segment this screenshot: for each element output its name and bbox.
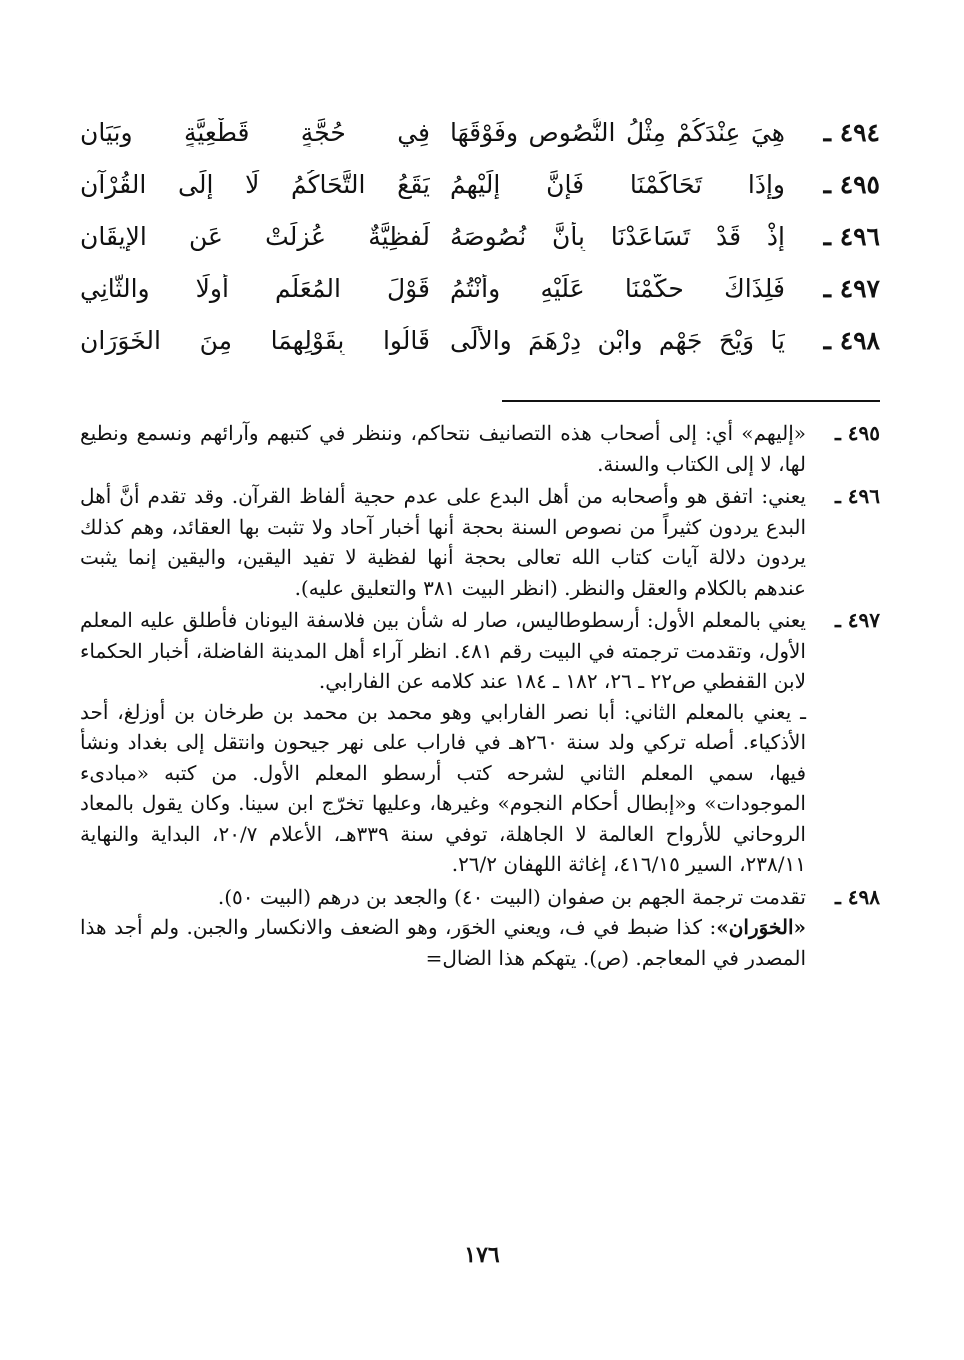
footnote-497 — [80, 605, 880, 880]
verse-497 — [80, 274, 880, 326]
footnote-separator — [502, 400, 880, 402]
footnote-paragraph: «إليهم» أي: إلى أصحاب هذه التصانيف نتحاكم، وننظر في كتبهم وآرائهم ونسمع ونطيع لها، لا إلى الكتاب والسنة. — [80, 421, 806, 476]
verse-number: ٤٩٥ ـ — [823, 170, 880, 199]
verse-496 — [80, 222, 880, 274]
verse-number: ٤٩٨ ـ — [823, 326, 880, 355]
verse-second-hemistich: فِي حُجَّةٍ قَطْعِيَّةٍ وبَيَانِ — [80, 118, 430, 147]
verse-498 — [80, 326, 880, 378]
footnote-498 — [80, 882, 880, 974]
verse-number: ٤٩٦ ـ — [823, 222, 880, 251]
glossed-word: «الخوَران» — [716, 915, 806, 939]
footnote-paragraph: تقدمت ترجمة الجهم بن صفوان (البيت ٤٠) والجعد بن درهم (البيت ٥٠). — [217, 884, 806, 909]
footnote-text — [80, 481, 806, 603]
verse-first-hemistich: إِذْ قَدْ تَسَاعَدْنَا بِأَنَّ نُصُوصَهُ — [450, 222, 785, 251]
verse-second-hemistich: قَوْلَ المُعَلِّمِ أولًا والثَّانِي — [80, 274, 430, 303]
verse-first-hemistich: هِيَ عِنْدَكُمْ مِثْلُ النُّصُوصِ وفَوْقَهَا — [450, 118, 785, 147]
footnote-number: ٤٩٦ ـ — [834, 484, 880, 508]
footnote-number: ٤٩٧ ـ — [834, 608, 880, 632]
footnote-paragraph: يعني: اتفق هو وأصحابه من أهل البدع على عدم حجية ألفاظ القرآن. وقد تقدم أنَّ أهل البدع يردون كثيراً من نصوص السنة بحجة أنها أخبار آحاد ولا تثبت بها العقائد، وهم كذلك يردون دلالة آيات كتاب الله تعالى بحجة أنها لفظية لا تفيد اليقين، واليقين إنما يثبت عندهم بالكلام والعقل والنظر. (انظر البيت ٣٨١ والتعليق عليه). — [80, 484, 806, 600]
gloss-text: : كذا ضبط في ف، ويعني الخوَر، وهو الضعف والانكسار والجبن. ولم أجد هذا المصدر في المعاجم. (ص). يتهكم هذا الضال= — [80, 915, 806, 970]
footnotes — [80, 418, 880, 975]
footnote-text — [80, 418, 806, 479]
footnote-paragraph — [80, 912, 806, 973]
verse-number: ٤٩٤ ـ — [823, 118, 880, 147]
verse-494 — [80, 118, 880, 170]
page-number: ١٧٦ — [464, 1242, 500, 1268]
footnote-text — [80, 882, 806, 974]
verse-second-hemistich: يَقَعُ التَّحَاكُمُ لَا إِلَى القُرْآنِ — [80, 170, 430, 199]
poem-verses — [80, 118, 880, 378]
verse-first-hemistich: فَلِذَاكَ حكَّمْنَا عَلَيْهِ وأنْتُمُ — [450, 274, 785, 303]
verse-number: ٤٩٧ ـ — [823, 274, 880, 303]
footnote-496 — [80, 481, 880, 603]
verse-second-hemistich: قَالُوا بِقَوْلِهِمَا مِنَ الخَوَرَانِ — [80, 326, 430, 355]
footnote-text — [80, 605, 806, 880]
footnote-495 — [80, 418, 880, 479]
verse-first-hemistich: يَا وَيْحَ جَهْمٍ وابْنِ دِرْهَمَ والأُلَى — [450, 326, 785, 355]
footnote-number: ٤٩٥ ـ — [834, 421, 880, 445]
verse-second-hemistich: لَفظِيَّةٌ عُزِلَتْ عَنِ الإِيقَانِ — [80, 222, 430, 251]
footnote-paragraph: يعني بالمعلم الأول: أرسطوطاليس، صار له شأن بين فلاسفة اليونان فأطلق عليه المعلم الأول، وتقدمت ترجمته في البيت رقم ٤٨١. انظر آراء أهل المدينة الفاضلة، أخبار الحكماء لابن القفطي ص٢٢ ـ ٢٦، ١٨٢ ـ ١٨٤ عند كلامه عن الفارابي. — [80, 608, 806, 693]
footnote-number: ٤٩٨ ـ — [834, 884, 880, 909]
verse-495 — [80, 170, 880, 222]
verse-first-hemistich: وإذَا تَحَاكَمْنَا فَإِنَّ إِلَيْهِمُ — [450, 170, 785, 199]
footnote-paragraph: ـ يعني بالمعلم الثاني: أبا نصر الفارابي وهو محمد بن محمد بن طرخان بن أوزلغ، أحد الأذكياء. أصله تركي ولد سنة ٢٦٠هـ في فاراب على نهر جيحون وانتقل إلى بغداد ونشأ فيها، سمي المعلم الثاني لشرحه كتب أرسطو المعلم الأول. من كتبه «مبادىء الموجودات» و«إبطال أحكام النجوم» وغيرها، وعليها تخرّج ابن سينا. وكان يقول بالمعاد الروحاني للأرواح العالمة لا الجاهلة، توفي سنة ٣٣٩هـ، الأعلام ٢٠/٧، البداية والنهاية ٢٣٨/١١، السير ٤١٦/١٥، إغاثة اللهفان ٢٦/٢. — [80, 699, 807, 876]
